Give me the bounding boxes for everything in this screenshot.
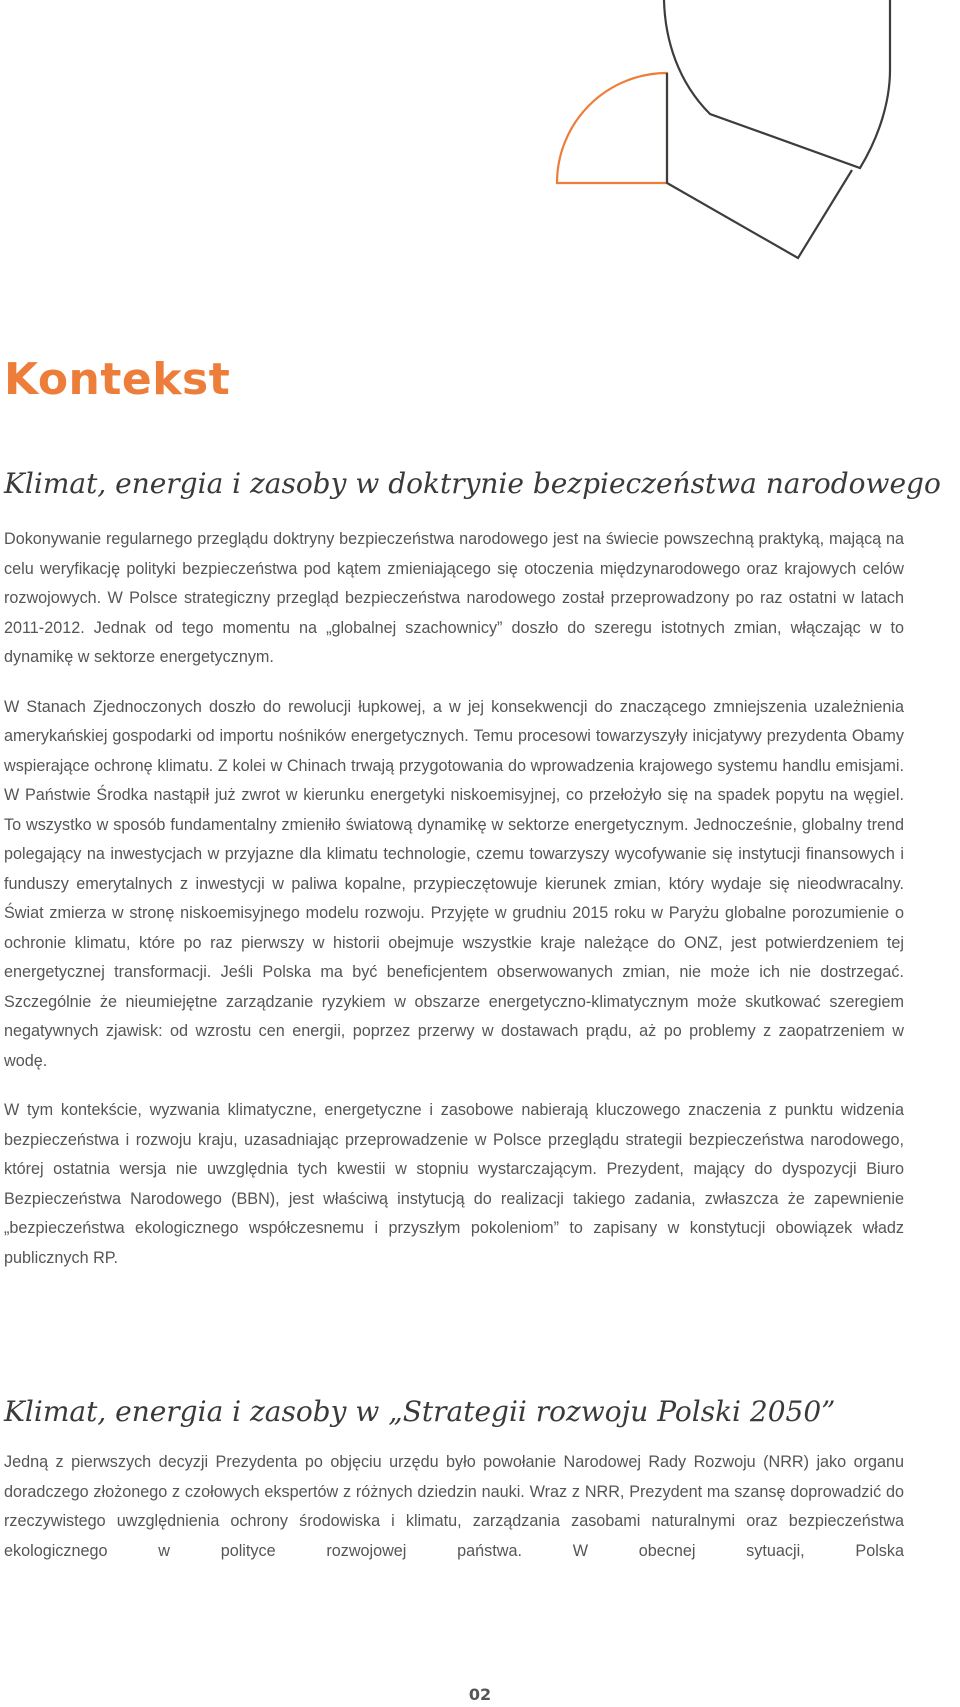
page-title: Kontekst xyxy=(4,354,231,405)
paragraph: W tym kontekście, wyzwania klimatyczne, energetyczne i zasobowe nabierają kluczowego znaczenia z punktu widzenia bezpieczeństwa i rozwoju kraju, uzasadniając przeprowadzenie w Polsce przeglądu strategii bezpieczeństwa narodowego, której ostatnia wersja nie uwzględnia tych kwestii w stopniu wystarczającym. Prezydent, mający do dyspozycji Biuro Bezpieczeństwa Narodowego (BBN), jest właściwą instytucją do realizacji takiego zadania, zwłaszcza że zapewnienie „bezpieczeństwa ekologicznego współczesnemu i przyszłym pokoleniom” to zapisany w konstytucji obowiązek władz publicznych RP. xyxy=(4,1101,904,1267)
decorative-graphic xyxy=(540,0,900,270)
section-heading-strategy: Klimat, energia i zasoby w „Strategii rozwoju Polski 2050” xyxy=(4,1395,836,1428)
paragraph: W Stanach Zjednoczonych doszło do rewolucji łupkowej, a w jej konsekwencji do znaczącego zmniejszenia uzależnienia amerykańskiej gospodarki od importu nośników energetycznych. Temu procesowi towarzyszyły inicjatywy prezydenta Obamy wspierające ochronę klimatu. Z kolei w Chinach trwają przygotowania do wprowadzenia krajowego systemu handlu emisjami. W Państwie Środka nastąpił już zwrot w kierunku energetyki niskoemisyjnej, co przełożyło się na spadek popytu na węgiel. To wszystko w sposób fundamentalny zmieniło światową dynamikę w sektorze energetycznym. Jednocześnie, globalny trend polegający na inwestycjach w przyjazne dla klimatu technologie, czemu towarzyszy wycofywanie się instytucji finansowych i funduszy emerytalnych z inwestycji w paliwa kopalne, przypieczętowuje kierunek zmian, który wydaje się nieodwracalny. Świat zmierza w stronę niskoemisyjnego modelu rozwoju. Przyjęte w grudniu 2015 roku w Paryżu globalne porozumienie o ochronie klimatu, które po raz pierwszy w historii obejmuje wszystkie kraje należące do ONZ, jest potwierdzeniem tej energetycznej transformacji. Jeśli Polska ma być beneficjentem obserwowanych zmian, nie może ich nie dostrzegać. Szczególnie że nieumiejętne zarządzanie ryzykiem w obszarze energetyczno-klimatycznym może skutkować szeregiem negatywnych zjawisk: od wzrostu cen energii, poprzez przerwy w dostawach prądu, aż po problemy z zaopatrzeniem w wodę. xyxy=(4,697,904,1070)
section-body-strategy xyxy=(4,1448,904,1566)
paragraph: Jedną z pierwszych decyzji Prezydenta po objęciu urzędu było powołanie Narodowej Rady Rozwoju (NRR) jako organu doradczego złożonego z czołowych ekspertów z różnych dziedzin nauki. Wraz z NRR, Prezydent ma szansę doprowadzić do rzeczywistego uwzględnienia ochrony środowiska i klimatu, zarządzania zasobami naturalnymi oraz bezpieczeństwa ekologicznego w polityce rozwojowej państwa. W obecnej sytuacji, Polska xyxy=(4,1453,904,1560)
page-number: 02 xyxy=(468,1685,492,1704)
dark-drop-shape xyxy=(667,73,852,258)
dark-petal-shape xyxy=(664,0,890,168)
orange-quarter-arc xyxy=(557,73,667,183)
paragraph: Dokonywanie regularnego przeglądu doktryny bezpieczeństwa narodowego jest na świecie powszechną praktyką, mającą na celu weryfikację polityki bezpieczeństwa pod kątem zmieniającego się otoczenia międzynarodowego oraz krajowych celów rozwojowych. W Polsce strategiczny przegląd bezpieczeństwa narodowego został przeprowadzony po raz ostatni w latach 2011-2012. Jednak od tego momentu na „globalnej szachownicy” doszło do szeregu istotnych zmian, włączając w to dynamikę w sektorze energetycznym. xyxy=(4,530,904,666)
section-body-doctrine xyxy=(4,525,904,1273)
section-heading-doctrine: Klimat, energia i zasoby w doktrynie bezpieczeństwa narodowego xyxy=(4,467,941,500)
